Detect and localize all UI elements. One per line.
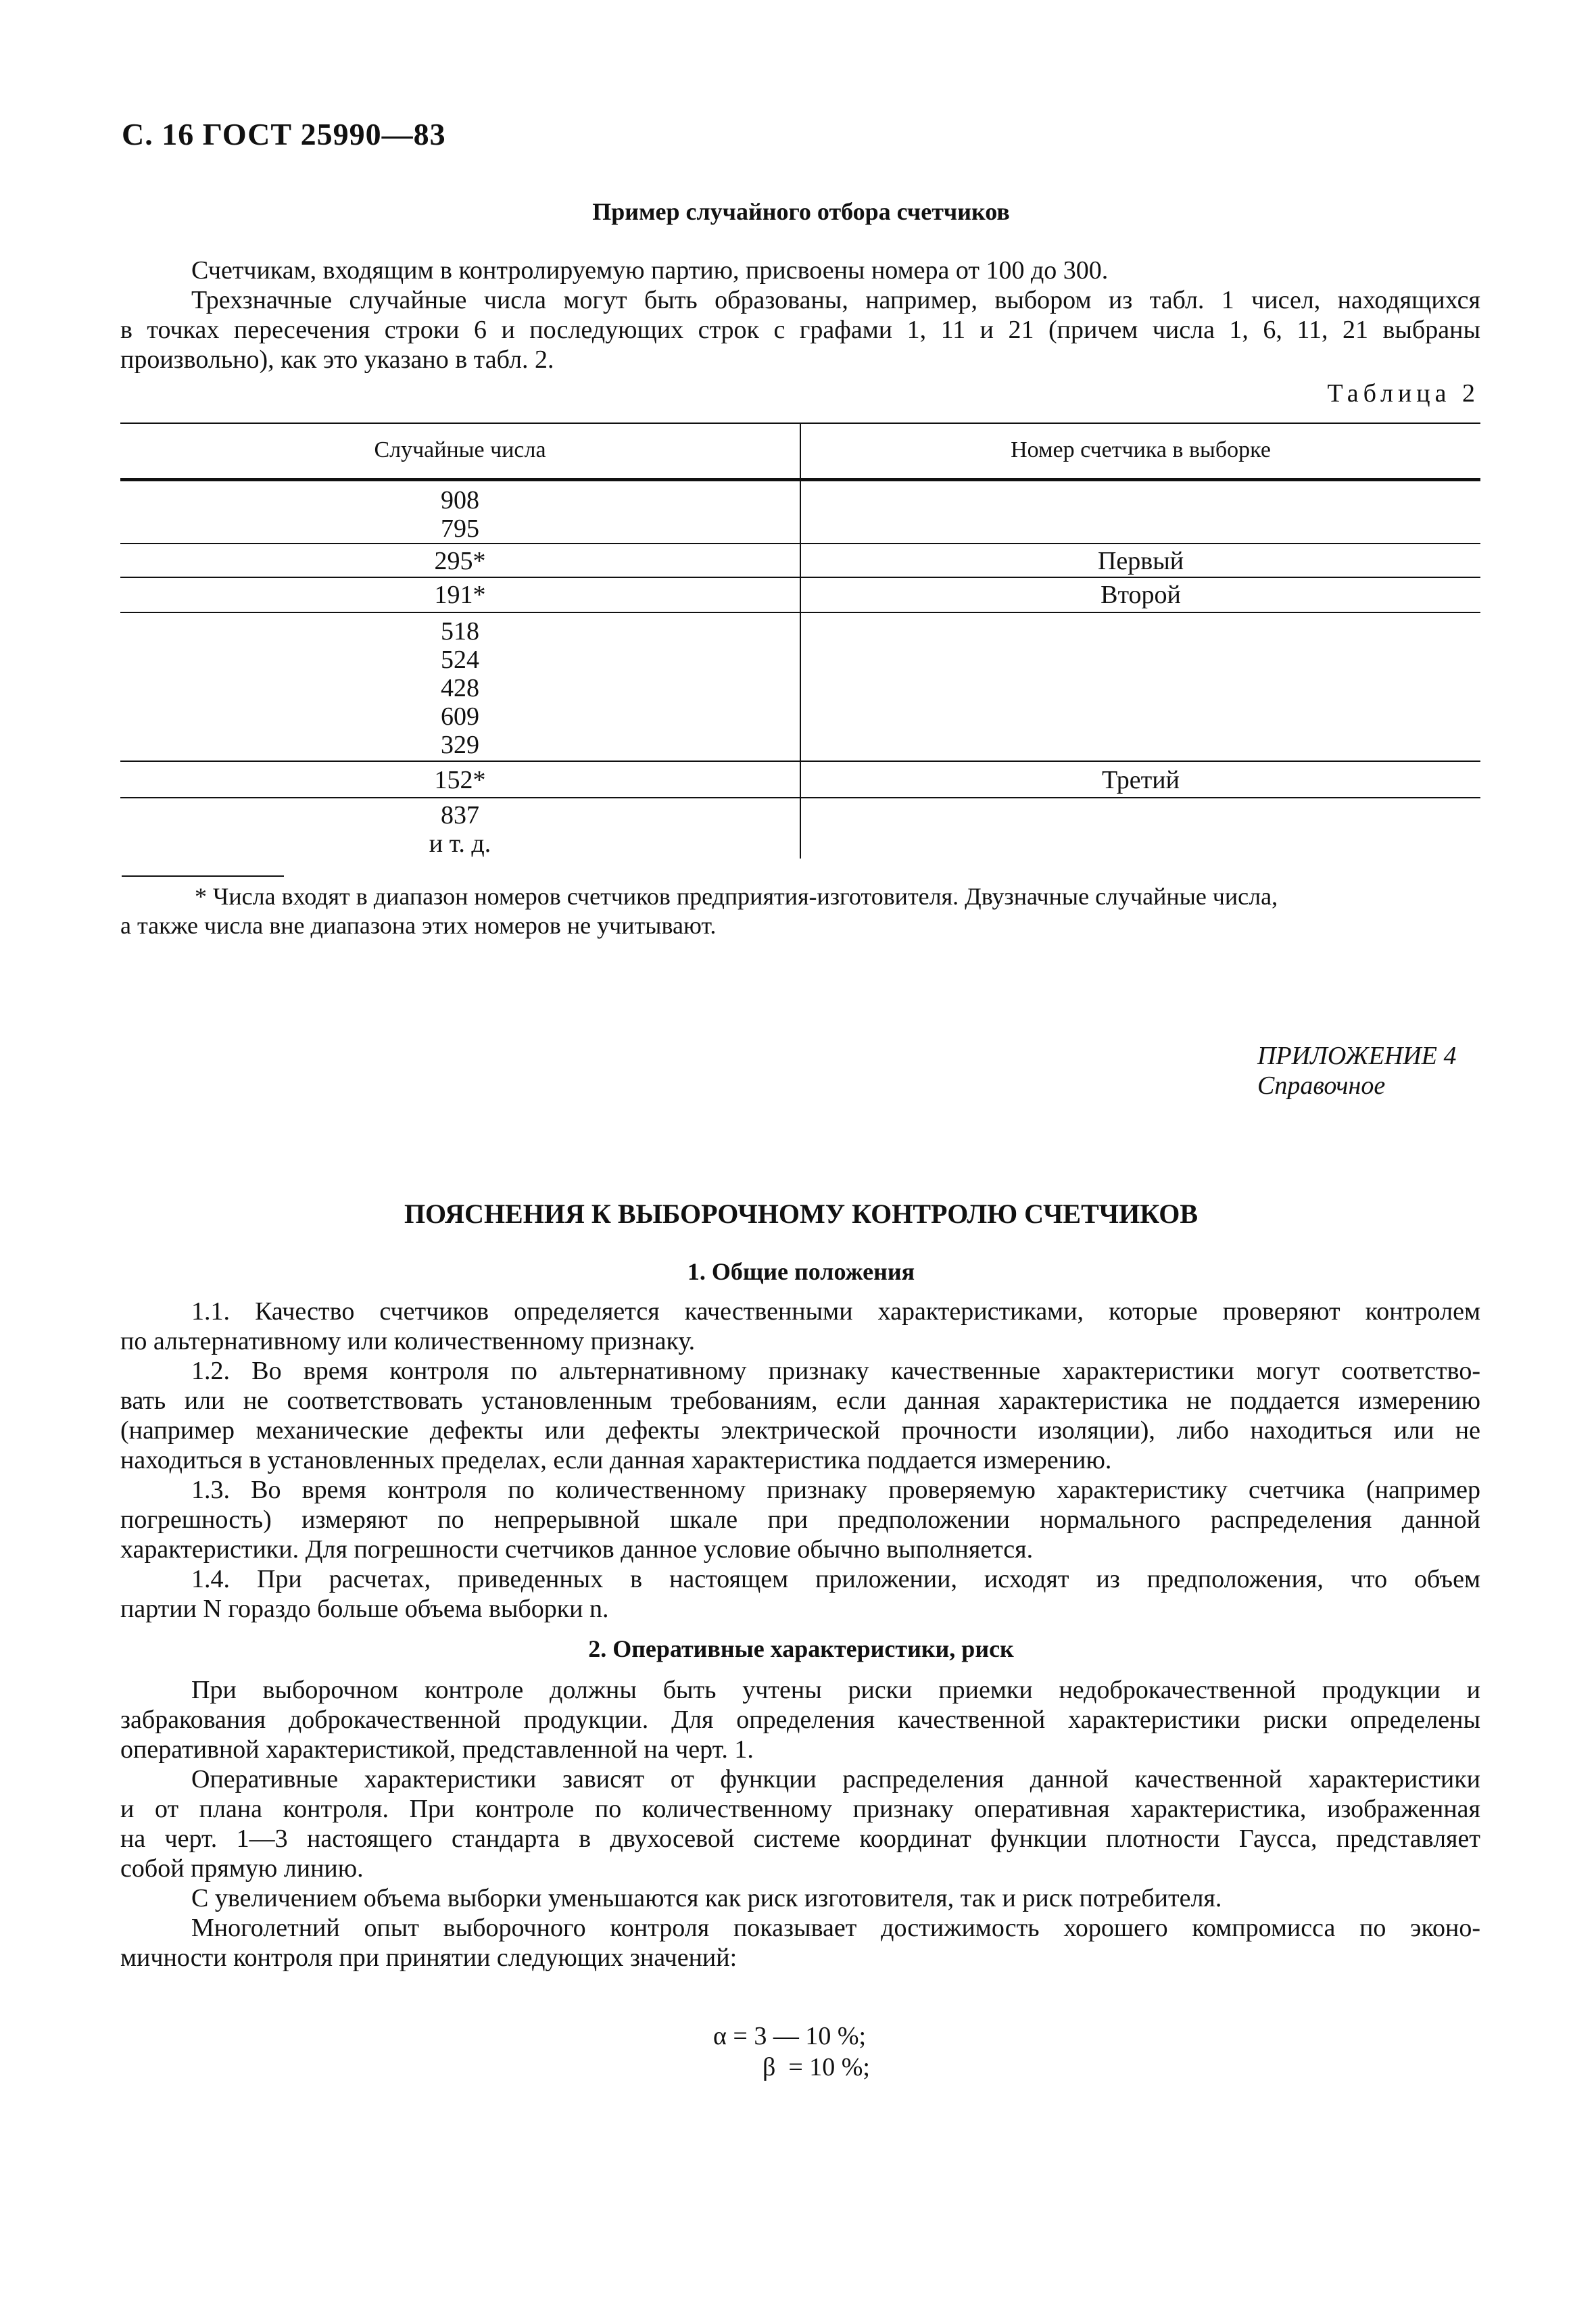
- random-number: 428: [441, 674, 479, 702]
- text-line: вать или не соответствовать установленным требованиям, если данная характеристика не поддается измерению: [120, 1386, 1480, 1415]
- table-row: [120, 486, 800, 543]
- meter-order: Первый: [1097, 547, 1184, 575]
- intro-line: произвольно), как это указано в табл. 2.: [120, 345, 554, 374]
- text-line: С увеличением объема выборки уменьшаются как риск изготовителя, так и риск потребителя.: [191, 1884, 1222, 1912]
- table-row: [120, 766, 800, 794]
- text-line: (например механические дефекты или дефекты электрической прочности изоляции), либо находиться или не: [120, 1416, 1480, 1445]
- footnote-line: а также числа вне диапазона этих номеров не учитывают.: [120, 912, 717, 939]
- appendix-title: ПРИЛОЖЕНИЕ 4: [1257, 1042, 1457, 1070]
- text-line: характеристики. Для погрешности счетчиков данное условие обычно выполняется.: [120, 1535, 1034, 1564]
- intro-text: [120, 256, 1480, 375]
- section-2-title: 2. Оперативные характеристики, риск: [588, 1635, 1014, 1662]
- formula-beta: β = 10 %;: [763, 2053, 870, 2081]
- table-row: [120, 617, 800, 759]
- text-line: собой прямую линию.: [120, 1854, 364, 1883]
- text-line: 1.4. При расчетах, приведенных в настоящем приложении, исходят из предположения, что объем: [191, 1565, 1480, 1593]
- random-number: 524: [441, 646, 479, 674]
- table-footnote: [120, 882, 1480, 940]
- table-row: [120, 801, 800, 858]
- random-number: 908: [441, 486, 479, 514]
- page-header: С. 16 ГОСТ 25990—83: [122, 117, 446, 151]
- random-number: 518: [441, 617, 479, 646]
- intro-line: Трехзначные случайные числа могут быть образованы, например, выбором из табл. 1 чисел, находящихся: [191, 286, 1480, 314]
- text-line: мичности контроля при принятии следующих значений:: [120, 1944, 737, 1972]
- text-line: 1.3. Во время контроля по количественному признаку проверяемую характеристику счетчика (например: [191, 1476, 1480, 1504]
- appendix-label: [1257, 1041, 1456, 1101]
- text-line: и от плана контроля. При контроле по количественному признаку оперативная характеристика, изображенная: [120, 1795, 1480, 1823]
- text-line: Оперативные характеристики зависят от функции распределения данной качественной характеристики: [191, 1765, 1480, 1793]
- text-line: партии N гораздо больше объема выборки n.: [120, 1595, 609, 1623]
- text-line: по альтернативному или количественному признаку.: [120, 1327, 696, 1355]
- random-number: 609: [441, 702, 479, 731]
- text-line: погрешность) измеряют по непрерывной шкале при предположении нормального распределения данной: [120, 1505, 1480, 1534]
- table-row: [120, 547, 800, 575]
- footnote-divider: [122, 875, 284, 877]
- intro-line: в точках пересечения строки 6 и последующих строк с графами 1, 11 и 21 (причем числа 1, 6, 11, 21 выбраны: [120, 316, 1480, 344]
- random-number: 837: [441, 801, 479, 829]
- text-line: При выборочном контроле должны быть учтены риски приемки недоброкачественной продукции и: [191, 1676, 1480, 1704]
- text-line: забракования доброкачественной продукции. Для определения качественной характеристики риски определены: [120, 1706, 1480, 1734]
- table-label: Таблица 2: [1327, 379, 1480, 408]
- text-line: находиться в установленных пределах, если данная характеристика поддается измерению.: [120, 1446, 1112, 1474]
- example-title: Пример случайного отбора счетчиков: [592, 198, 1010, 225]
- text-line: 1.2. Во время контроля по альтернативному признаку качественные характеристики могут соответство-: [191, 1357, 1480, 1385]
- text-line: на черт. 1—3 настоящего стандарта в двухосевой системе координат функции плотности Гаусса, представляет: [120, 1825, 1480, 1853]
- random-number: 191*: [434, 581, 486, 609]
- table-row: [120, 581, 800, 609]
- section-1-title: 1. Общие положения: [687, 1258, 915, 1285]
- formula-alpha: α = 3 — 10 %;: [713, 2022, 867, 2050]
- random-number: и т. д.: [429, 829, 491, 858]
- text-line: Многолетний опыт выборочного контроля показывает достижимость хорошего компромисса по эконо-: [191, 1914, 1480, 1942]
- section-1-text: [120, 1297, 1480, 1624]
- table-header-numbers: Случайные числа: [374, 437, 546, 462]
- random-number: 329: [441, 731, 479, 759]
- main-title: ПОЯСНЕНИЯ К ВЫБОРОЧНОМУ КОНТРОЛЮ СЧЕТЧИКОВ: [404, 1199, 1199, 1229]
- intro-line: Счетчикам, входящим в контролируемую партию, присвоены номера от 100 до 300.: [191, 256, 1109, 285]
- text-line: оперативной характеристикой, представленной на черт. 1.: [120, 1735, 754, 1764]
- text-line: 1.1. Качество счетчиков определяется качественными характеристиками, которые проверяют контролем: [191, 1297, 1480, 1326]
- random-number: 152*: [434, 766, 486, 794]
- section-2-text: [120, 1675, 1480, 1973]
- footnote-line: * Числа входят в диапазон номеров счетчиков предприятия-изготовителя. Двузначные случайные числа,: [195, 883, 1278, 910]
- appendix-subtitle: Справочное: [1257, 1071, 1386, 1100]
- random-number: 295*: [434, 547, 486, 575]
- meter-order: Третий: [1102, 766, 1180, 794]
- meter-order: Второй: [1101, 581, 1181, 609]
- table-header-order: Номер счетчика в выборке: [1011, 437, 1271, 462]
- random-number: 795: [441, 514, 479, 543]
